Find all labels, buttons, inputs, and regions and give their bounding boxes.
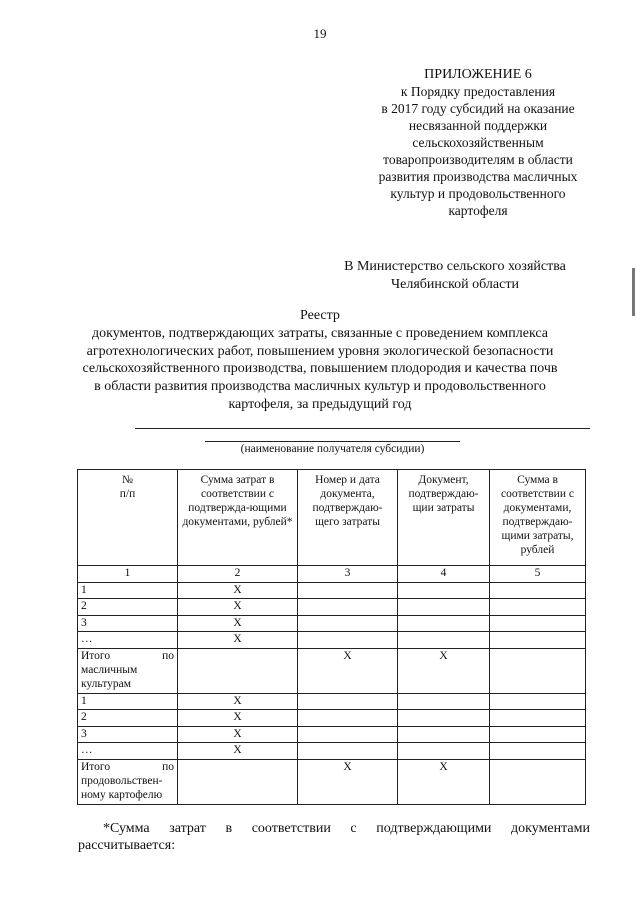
appendix-line: культур и продовольственного: [390, 186, 566, 201]
cell: [178, 648, 298, 693]
cell: [398, 599, 490, 616]
table-row: [78, 726, 586, 743]
appendix-line: развития производства масличных: [378, 169, 578, 184]
cell: [398, 710, 490, 727]
column-number: 2: [178, 566, 298, 583]
cell: [398, 582, 490, 599]
total-row-oil: [78, 648, 586, 693]
cell: [490, 710, 586, 727]
cell: X: [178, 582, 298, 599]
addressee-block: [300, 258, 610, 294]
table-row: [78, 615, 586, 632]
cell: X: [398, 648, 490, 693]
cell: [490, 632, 586, 649]
appendix-line: к Порядку предоставления: [400, 84, 556, 99]
register-line: картофеля, за предыдущий год: [228, 396, 412, 412]
cell: 1: [78, 582, 178, 599]
scan-artifact: [632, 268, 635, 316]
header-cell: Сумма в соответствии с документами, подтверждаю-щими затраты, рублей: [490, 470, 586, 566]
cell: [490, 743, 586, 760]
header-cell: Документ, подтверждаю-щии затраты: [398, 470, 490, 566]
recipient-underline-short: [205, 441, 460, 442]
table-row: [78, 743, 586, 760]
recipient-caption: (наименование получателя субсидии): [240, 443, 425, 455]
appendix-line: товаропроизводителям в области: [383, 152, 573, 167]
total-label: Итого по продовольствен-ному картофелю: [78, 759, 178, 804]
addressee-line-2: Челябинской области: [391, 277, 519, 292]
cell: X: [178, 599, 298, 616]
column-number: 4: [398, 566, 490, 583]
appendix-line: картофеля: [448, 203, 508, 218]
register-heading: [40, 307, 600, 414]
cell: [490, 726, 586, 743]
column-number: 3: [298, 566, 398, 583]
addressee-line-1: В Министерство сельского хозяйства: [344, 259, 566, 274]
footnote: [78, 820, 590, 854]
page-number: 19: [313, 26, 327, 41]
cell: 3: [78, 615, 178, 632]
cell: 2: [78, 599, 178, 616]
header-cell: Сумма затрат в соответствии с подтвержда-ющими документами, рублей*: [178, 470, 298, 566]
column-number: 5: [490, 566, 586, 583]
column-number-row: [78, 566, 586, 583]
cell: 1: [78, 693, 178, 710]
cell: X: [178, 615, 298, 632]
cell: [490, 693, 586, 710]
cell: [490, 582, 586, 599]
cell: …: [78, 632, 178, 649]
register-line: агротехнологических работ, повышением уровня экологической безопасности: [86, 343, 554, 359]
cell: [490, 648, 586, 693]
cell: X: [298, 759, 398, 804]
cell: [398, 632, 490, 649]
table-row: [78, 582, 586, 599]
cell: X: [178, 632, 298, 649]
cell: …: [78, 743, 178, 760]
cell: 2: [78, 710, 178, 727]
register-table: [77, 469, 586, 805]
total-label: Итого по масличным культурам: [78, 648, 178, 693]
register-line: документов, подтверждающих затраты, связанные с проведением комплекса: [91, 325, 549, 341]
appendix-line: в 2017 году субсидий на оказание: [381, 101, 575, 116]
cell: [490, 759, 586, 804]
cell: X: [178, 710, 298, 727]
table-row: [78, 693, 586, 710]
cell: [298, 743, 398, 760]
header-cell: № п/п: [78, 470, 178, 566]
cell: [398, 615, 490, 632]
cell: X: [298, 648, 398, 693]
cell: [298, 726, 398, 743]
header-cell: Номер и дата документа, подтверждаю-щего затраты: [298, 470, 398, 566]
appendix-line: несвязанной поддержки: [408, 118, 548, 133]
cell: 3: [78, 726, 178, 743]
table-header-row: [78, 470, 586, 566]
cell: [298, 615, 398, 632]
cell: [298, 632, 398, 649]
register-title: Реестр: [300, 308, 340, 323]
register-line: сельскохозяйственного производства, повышением плодородия и качества почв: [82, 361, 558, 377]
cell: [298, 599, 398, 616]
total-row-potato: [78, 759, 586, 804]
cell: X: [398, 759, 490, 804]
footnote-line-1: *Сумма затрат в соответствии с подтверждающими документами: [103, 821, 590, 836]
cell: [298, 582, 398, 599]
cell: [178, 759, 298, 804]
cell: X: [178, 743, 298, 760]
cell: [398, 726, 490, 743]
cell: [490, 599, 586, 616]
table-row: [78, 599, 586, 616]
footnote-line-2: рассчитывается:: [78, 838, 176, 853]
cell: [490, 615, 586, 632]
table-row: [78, 632, 586, 649]
recipient-underline: [135, 428, 590, 429]
appendix-title: ПРИЛОЖЕНИЕ 6: [424, 67, 532, 82]
cell: X: [178, 693, 298, 710]
cell: [298, 710, 398, 727]
column-number: 1: [78, 566, 178, 583]
appendix-line: сельскохозяйственным: [412, 135, 544, 150]
table-row: [78, 710, 586, 727]
cell: [398, 743, 490, 760]
register-line: в области развития производства масличных культур и продовольственного: [94, 379, 546, 395]
appendix-block: [338, 66, 618, 219]
cell: [298, 693, 398, 710]
cell: [398, 693, 490, 710]
cell: X: [178, 726, 298, 743]
